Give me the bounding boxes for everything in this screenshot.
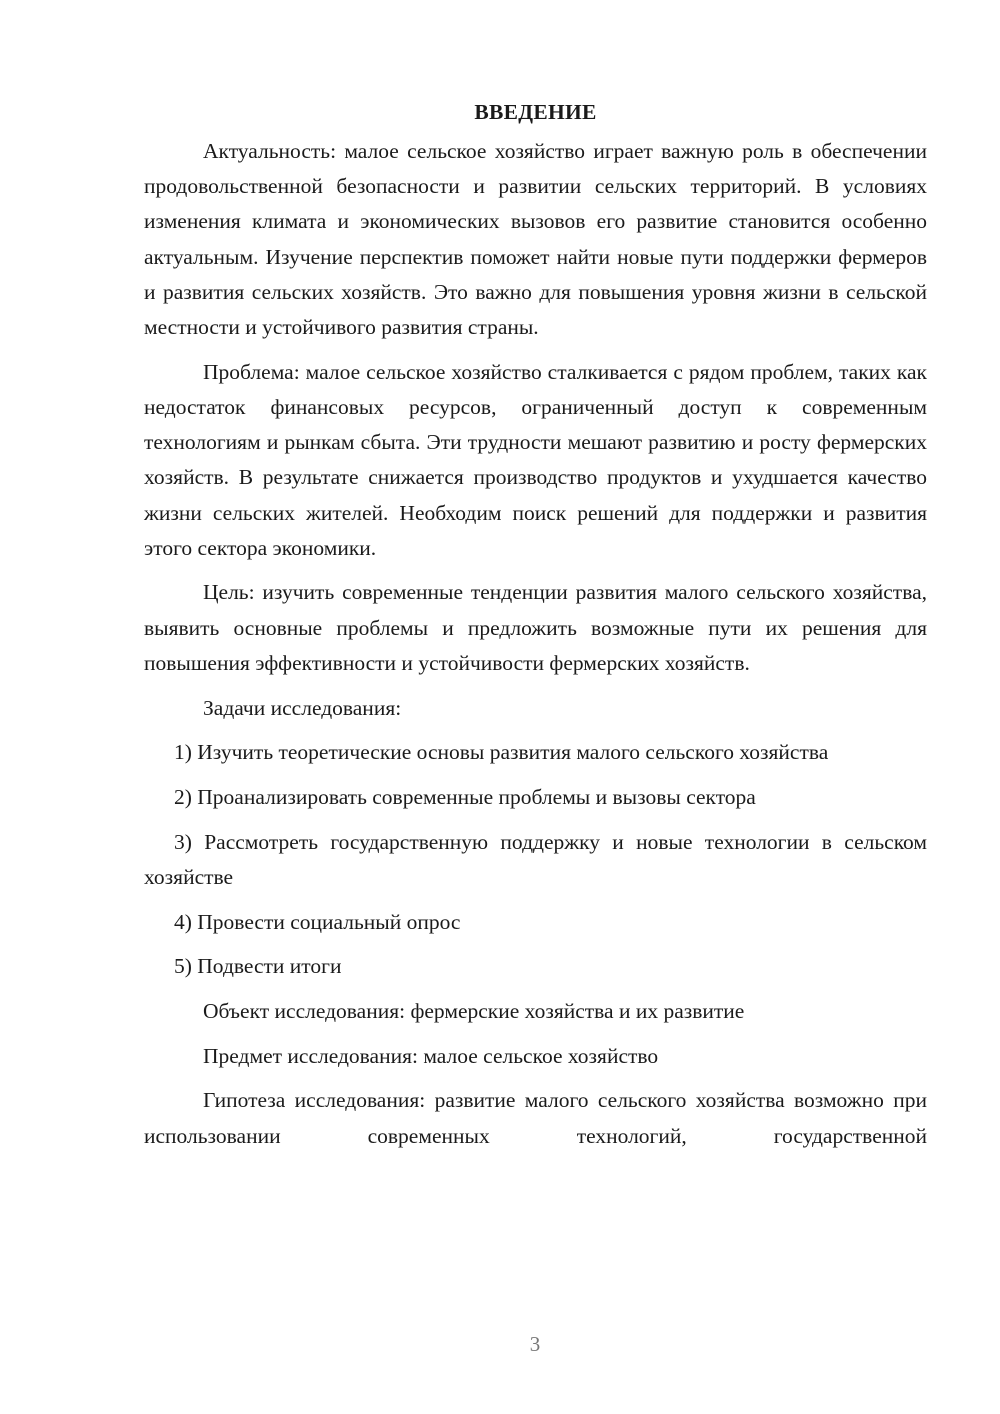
paragraph-goal: Цель: изучить современные тенденции развития малого сельского хозяйства, выявить основные проблемы и предложить возможные пути их решения для повышения эффективности и устойчивости фермерских хозяйств. <box>144 580 927 675</box>
paragraph-hypothesis: Гипотеза исследования: развитие малого сельского хозяйства возможно при использовании современных технологий, государственной <box>144 1088 927 1148</box>
task-item-1: 1) Изучить теоретические основы развития малого сельского хозяйства <box>174 740 829 765</box>
paragraph-object: Объект исследования: фермерские хозяйства и их развитие <box>203 998 745 1023</box>
task-item-5: 5) Подвести итоги <box>174 954 342 979</box>
document-page <box>144 95 927 1163</box>
section-heading: ВВЕДЕНИЕ <box>474 100 597 124</box>
paragraph-relevance: Актуальность: малое сельское хозяйство играет важную роль в обеспечении продовольственной безопасности и развитии сельских территорий. В условиях изменения климата и экономических вызовов его развитие становится особенно актуальным. Изучение перспектив поможет найти новые пути поддержки фермеров и развития сельских хозяйств. Это важно для повышения уровня жизни в сельской местности и устойчивого развития страны. <box>144 139 927 340</box>
task-item-2: 2) Проанализировать современные проблемы и вызовы сектора <box>174 784 756 809</box>
task-item-3: 3) Рассмотреть государственную поддержку и новые технологии в сельском хозяйстве <box>144 829 927 889</box>
tasks-title: Задачи исследования: <box>203 695 402 720</box>
paragraph-problem: Проблема: малое сельское хозяйство сталкивается с рядом проблем, таких как недостаток финансовых ресурсов, ограниченный доступ к современным технологиям и рынкам сбыта. Эти трудности мешают развитию и росту фермерских хозяйств. В результате снижается производство продуктов и ухудшается качество жизни сельских жителей. Необходим поиск решений для поддержки и развития этого сектора экономики. <box>144 359 927 560</box>
paragraph-subject: Предмет исследования: малое сельское хозяйство <box>203 1043 659 1068</box>
task-item-4: 4) Провести социальный опрос <box>174 909 461 934</box>
page-number: 3 <box>529 1332 541 1356</box>
